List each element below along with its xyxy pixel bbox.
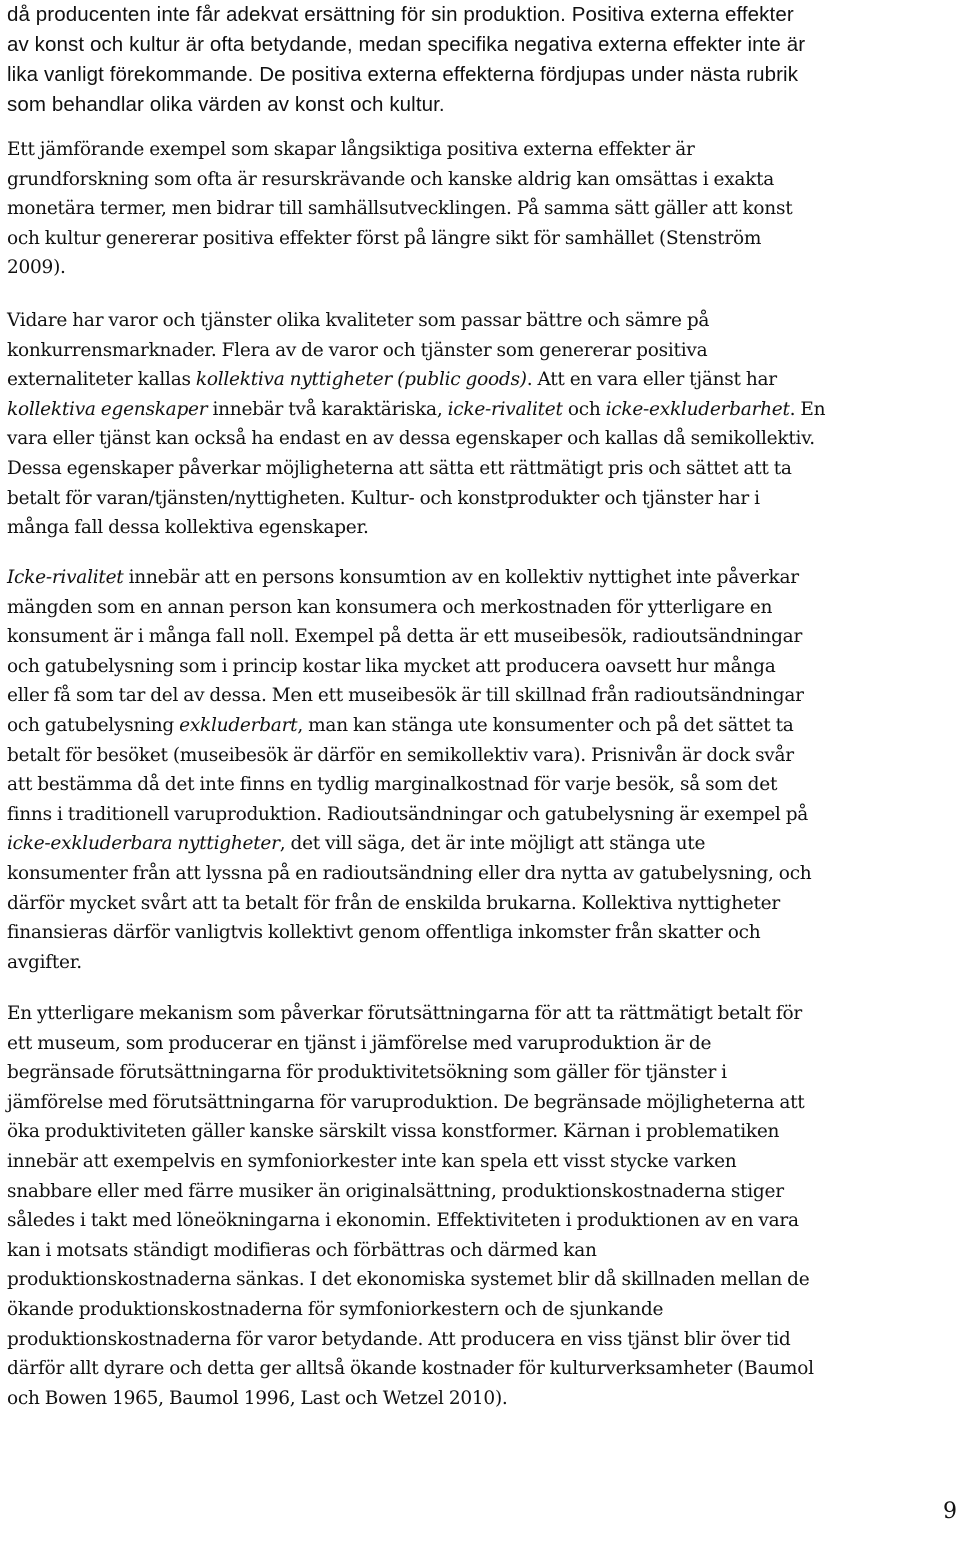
text-line: därför mycket svårt att ta betalt för från de enskilda brukarna. Kollektiva nyttigheter: [7, 892, 780, 914]
text-line: betalt för besöket (museibesök är därför en semikollektiv vara). Prisnivån är dock svår: [7, 744, 794, 766]
text-run: och gatubelysning: [7, 714, 180, 736]
text-line: snabbare eller med färre musiker än originalsättning, produktionskostnaderna stiger: [7, 1180, 784, 1202]
text-line: Vidare har varor och tjänster olika kvaliteter som passar bättre och sämre på: [7, 310, 710, 331]
text-line: således i takt med löneökningarna i ekonomin. Effektiviteten i produktionen av en vara: [7, 1210, 799, 1232]
italic-term: icke-exkluderbara nyttigheter: [7, 833, 280, 855]
text-run: , man kan stänga ute konsumenter och på det sättet ta: [297, 714, 794, 736]
italic-term: kollektiva nyttigheter (public goods): [195, 369, 527, 391]
text-line: begränsade förutsättningarna för produktivitetsökning som gäller för tjänster i: [7, 1062, 727, 1084]
text-line: eller få som tar del av dessa. Men ett museibesök är till skillnad från radioutsändningar: [7, 685, 804, 707]
italic-term: icke-exkluderbarhet: [605, 398, 790, 420]
paragraph-non-rivalry: [7, 563, 957, 977]
text-line: som behandlar olika värden av konst och kultur.: [7, 93, 445, 116]
italic-term: exkluderbart: [179, 714, 298, 736]
text-line: konkurrensmarknader. Flera av de varor och tjänster som genererar positiva: [7, 339, 708, 361]
text-run: . En: [789, 398, 826, 420]
text-line: 2009).: [7, 257, 66, 279]
intro-paragraph: [7, 0, 957, 120]
italic-term: icke-rivalitet: [447, 398, 563, 420]
text-run: innebär två karaktäriska,: [207, 398, 448, 420]
text-line: avgifter.: [7, 951, 82, 973]
text-line: Dessa egenskaper påverkar möjligheterna att sätta ett rättmätigt pris och sättet att ta: [7, 457, 792, 479]
text-line: konsument är i många fall noll. Exempel på detta är ett museibesök, radioutsändningar: [7, 626, 803, 648]
text-line: [7, 395, 957, 425]
text-line: [7, 365, 957, 395]
text-run: innebär att en persons konsumtion av en kollektiv nyttighet inte påverkar: [123, 567, 799, 588]
text-line: [7, 829, 957, 859]
text-line: innebär att exempelvis en symfoniorkester inte kan spela ett visst stycke varken: [7, 1150, 737, 1172]
text-line: produktionskostnaderna sänkas. I det ekonomiska systemet blir då skillnaden mellan de: [7, 1269, 810, 1291]
text-line: [7, 711, 957, 741]
text-line: ett museum, som producerar en tjänst i jämförelse med varuproduktion är de: [7, 1032, 712, 1054]
text-line: grundforskning som ofta är resurskrävande och kanske aldrig kan omsättas i exakta: [7, 168, 775, 190]
text-line: monetära termer, men bidrar till samhällsutvecklingen. På samma sätt gäller att konst: [7, 198, 793, 220]
paragraph-public-goods: [7, 306, 957, 543]
text-line: konsumenter från att lyssna på en radioutsändning eller dra nytta av gatubelysning, och: [7, 862, 812, 884]
text-line: och Bowen 1965, Baumol 1996, Last och Wetzel 2010).: [7, 1387, 508, 1409]
text-line: öka produktiviteten gäller kanske särskilt vissa konstformer. Kärnan i problematiken: [7, 1121, 780, 1143]
text-line: kan i motsats ständigt modifieras och förbättras och därmed kan: [7, 1239, 597, 1261]
text-run: , det vill säga, det är inte möjligt att stänga ute: [279, 833, 706, 855]
text-line: av konst och kultur är ofta betydande, medan specifika negativa externa effekter inte är: [7, 33, 806, 56]
paragraph-cost-disease: [7, 999, 957, 1413]
text-line: att bestämma då det inte finns en tydlig marginalkostnad för varje besök, så som det: [7, 774, 778, 796]
text-line: mängden som en annan person kan konsumera och merkostnaden för ytterligare en: [7, 596, 773, 618]
text-line: finns i traditionell varuproduktion. Radioutsändningar och gatubelysning är exempel på: [7, 803, 809, 825]
text-line: lika vanligt förekommande. De positiva externa effekterna fördjupas under nästa rubrik: [7, 63, 799, 86]
text-run: . Att en vara eller tjänst har: [526, 369, 777, 391]
text-line: och kultur genererar positiva effekter först på längre sikt för samhället (Stenström: [7, 227, 762, 249]
text-run: externaliteter kallas: [7, 369, 196, 391]
text-run: och: [562, 398, 606, 420]
text-line: En ytterligare mekanism som påverkar förutsättningarna för att ta rättmätigt betalt för: [7, 1003, 802, 1024]
text-line: produktionskostnaderna för varor betydande. Att producera en viss tjänst blir över tid: [7, 1328, 791, 1350]
italic-term: Icke-rivalitet: [7, 567, 124, 588]
text-line: då producenten inte får adekvat ersättning för sin produktion. Positiva externa effekter: [7, 3, 794, 26]
text-line: vara eller tjänst kan också ha endast en av dessa egenskaper och kallas då semikollektiv.: [7, 428, 815, 450]
text-line: ökande produktionskostnaderna för symfoniorkestern och de sjunkande: [7, 1298, 664, 1320]
text-line: finansieras därför vanligtvis kollektivt genom offentliga inkomster från skatter och: [7, 922, 761, 944]
text-line: Ett jämförande exempel som skapar långsiktiga positiva externa effekter är: [7, 139, 695, 160]
text-line: många fall dessa kollektiva egenskaper.: [7, 517, 369, 539]
text-line: därför allt dyrare och detta ger alltså ökande kostnader för kulturverksamheter (Baumol: [7, 1358, 814, 1380]
text-line: jämförelse med förutsättningarna för varuproduktion. De begränsade möjligheterna att: [7, 1091, 805, 1113]
page-number: 9: [943, 1499, 957, 1524]
text-line: [7, 563, 957, 593]
paragraph-basic-research: [7, 135, 957, 283]
text-line: betalt för varan/tjänsten/nyttigheten. Kultur- och konstprodukter och tjänster har i: [7, 487, 760, 509]
text-line: och gatubelysning som i princip kostar lika mycket att producera oavsett hur många: [7, 655, 776, 677]
italic-term: kollektiva egenskaper: [7, 398, 208, 420]
